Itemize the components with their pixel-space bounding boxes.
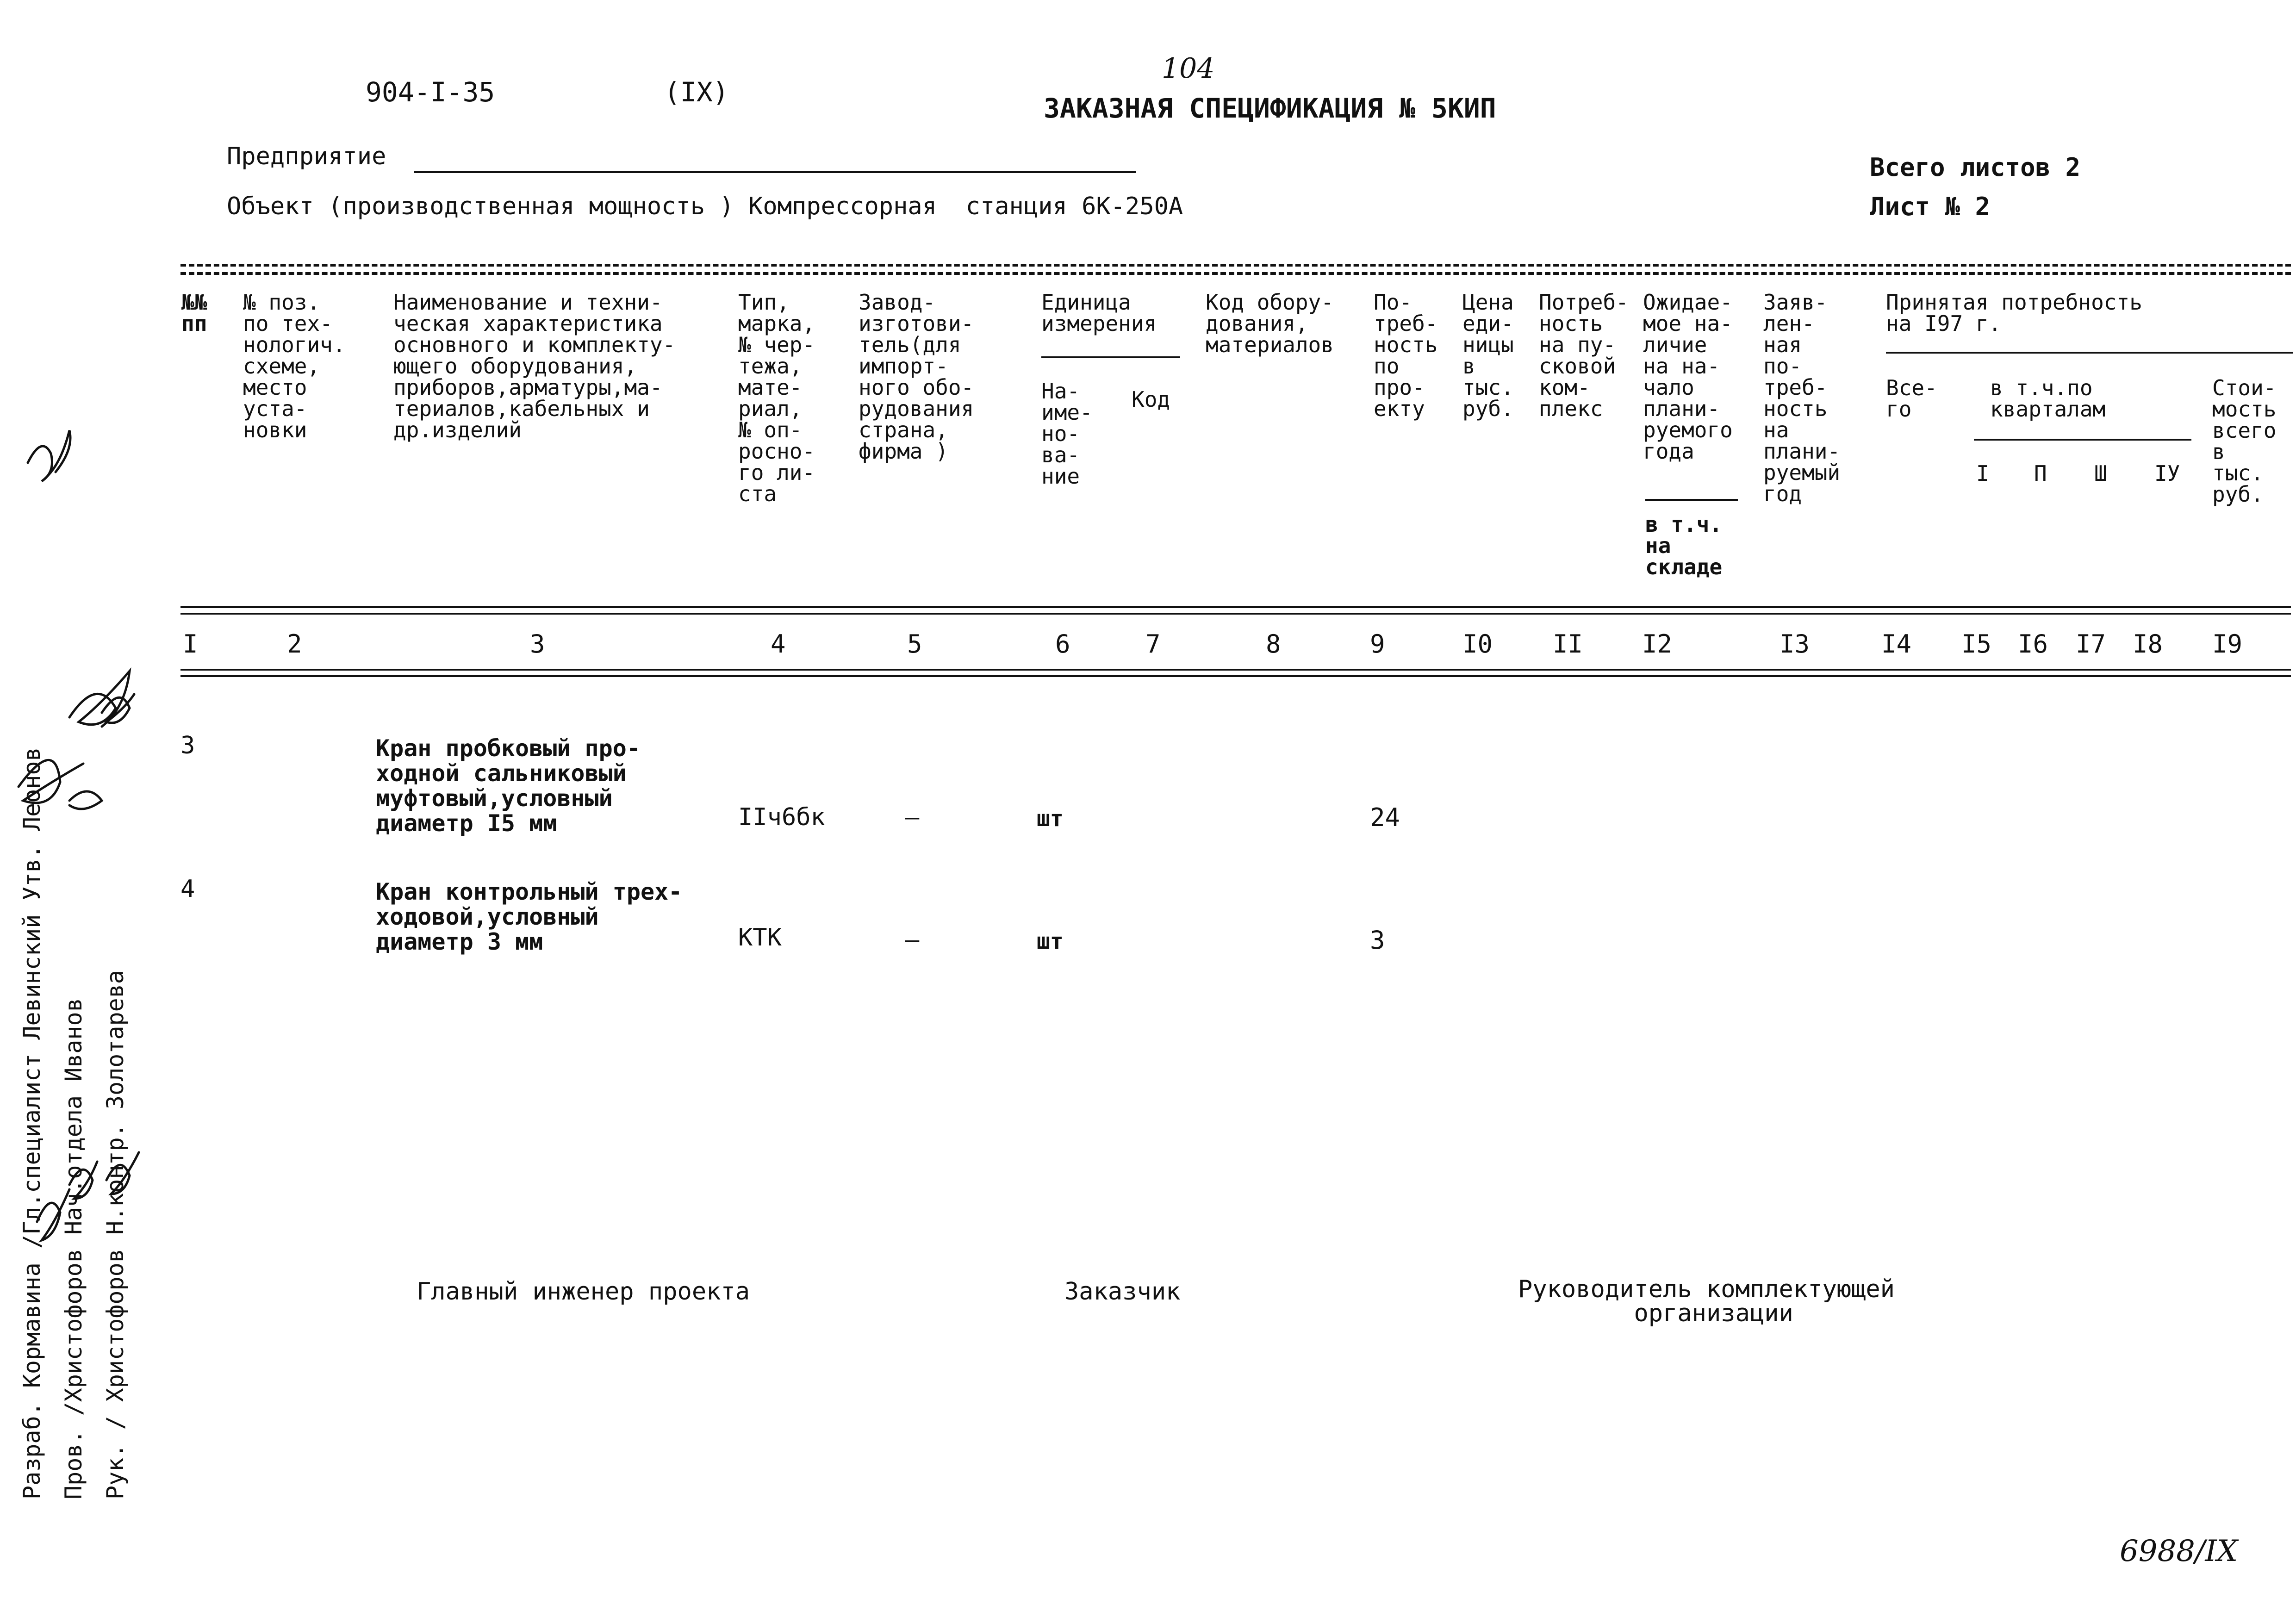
enterprise-label: Предприятие [227,143,386,170]
header-col-2: № поз. по тех- нологич. схеме, место уста- новки [243,290,346,442]
stamp-line-3: Рук. / Христофоров Н.контр. Золотарева [102,970,129,1499]
header-col-12-stock: в т.ч. на складе [1645,512,1723,579]
row-maker: – [905,803,920,831]
header-col-17: Ш [2094,461,2107,486]
row-type: IIч6бк [738,803,825,831]
colnum-13: I3 [1780,629,1810,659]
header-col-8: Код обору- дования, материалов [1206,290,1334,357]
header-col-4: Тип, марка, № чер- тежа, мате- риал, № оп- росно- го ли- ста [738,290,815,506]
row-number: 4 [180,875,195,903]
header-quarters: в т.ч.по кварталам [1990,375,2106,422]
colnum-1: I [183,629,198,659]
page-number: 104 [1162,52,1215,85]
colnum-14: I4 [1881,629,1912,659]
colnum-9: 9 [1370,629,1385,659]
signature-ivanov [69,791,102,809]
header-col-18: IУ [2154,461,2180,486]
header-unit-group: Единица измерения [1041,290,1157,336]
row-quantity: 3 [1370,926,1385,955]
colnum-7: 7 [1145,629,1161,659]
signature-kormavina [37,1189,69,1240]
header-col-6: На- име- но- ва- ние [1041,379,1093,489]
row-unit: шт [1037,806,1064,832]
header-accepted: Принятая потребность на I97 г. [1886,290,2142,336]
document-number: 904-I-35 [366,76,495,108]
header-col-5: Завод- изготови- тель(для импорт- ного обо- рудования страна, фирма ) [859,290,974,464]
row-name: Кран пробковый про- ходной сальниковый муфтовый,условный диаметр I5 мм [376,735,641,837]
document-title: ЗАКАЗНАЯ СПЕЦИФИКАЦИЯ № 5КИП [1044,93,1496,124]
header-col-13: Заяв- лен- ная по- треб- ность на плани- руемый год [1763,290,1841,506]
row-maker: – [905,926,920,954]
customer-label: Заказчик [1064,1278,1181,1306]
colnum-8: 8 [1266,629,1281,659]
row-unit: шт [1037,928,1064,954]
signature-khristoforov-1 [69,1162,97,1199]
section-number: (IX) [664,76,729,108]
object-line: Объект (производственная мощность ) Компрессорная станция 6К-250А [227,193,1183,220]
header-col-9: По- треб- ность по про- екту [1374,290,1438,421]
total-sheets: Всего листов 2 [1870,153,2081,182]
header-col-3: Наименование и техни- ческая характеристика основного и комплекту- ющего оборудования, приборов,арматуры,ма- териалов,кабельных и др.изделий [393,290,676,442]
row-type: КТК [738,924,782,951]
colnum-17: I7 [2076,629,2106,659]
row-name: Кран контрольный трех- ходовой,условный диаметр 3 мм [376,878,683,955]
chief-engineer-label: Главный инженер проекта [417,1278,750,1306]
colnum-15: I5 [1961,629,1992,659]
colnum-6: 6 [1055,629,1070,659]
header-col-10: Цена еди- ницы в тыс. руб. [1462,290,1514,421]
stamp-line-2: Пров. /Христофоров Нач.отдела Иванов [60,998,87,1499]
header-col-15: I [1976,461,1989,486]
colnum-12: I2 [1642,629,1673,659]
archive-number: 6988/IX [2120,1534,2238,1568]
colnum-5: 5 [907,629,922,659]
colnum-11: II [1553,629,1583,659]
stamp-line-1: Разраб. Кормавина /Гл.специалист Левинский Утв. Леонов [19,747,45,1499]
signature-leonov [28,430,70,481]
header-col-19: Стои- мость всего в тыс. руб. [2212,375,2277,507]
header-col-1: №№ пп [181,290,207,336]
header-col-14: Все- го [1886,375,1937,422]
colnum-4: 4 [771,629,786,659]
colnum-2: 2 [287,629,302,659]
colnum-10: I0 [1462,629,1493,659]
header-col-16: П [2034,461,2047,486]
row-number: 3 [180,732,195,759]
sheet-number: Лист № 2 [1870,192,1991,221]
header-col-7: Код [1132,387,1170,412]
colnum-3: 3 [530,629,545,659]
header-col-11: Потреб- ность на пу- сковой ком- плекс [1539,290,1629,421]
colnum-19: I9 [2212,629,2243,659]
colnum-18: I8 [2133,629,2163,659]
signature-khristoforov-2 [106,1152,139,1194]
header-col-12: Ожидае- мое на- личие на на- чало плани- руемого года [1643,290,1733,464]
row-quantity: 24 [1370,803,1400,832]
supplier-head-label: Руководитель комплектующей организации [1518,1275,1895,1327]
colnum-16: I6 [2018,629,2048,659]
